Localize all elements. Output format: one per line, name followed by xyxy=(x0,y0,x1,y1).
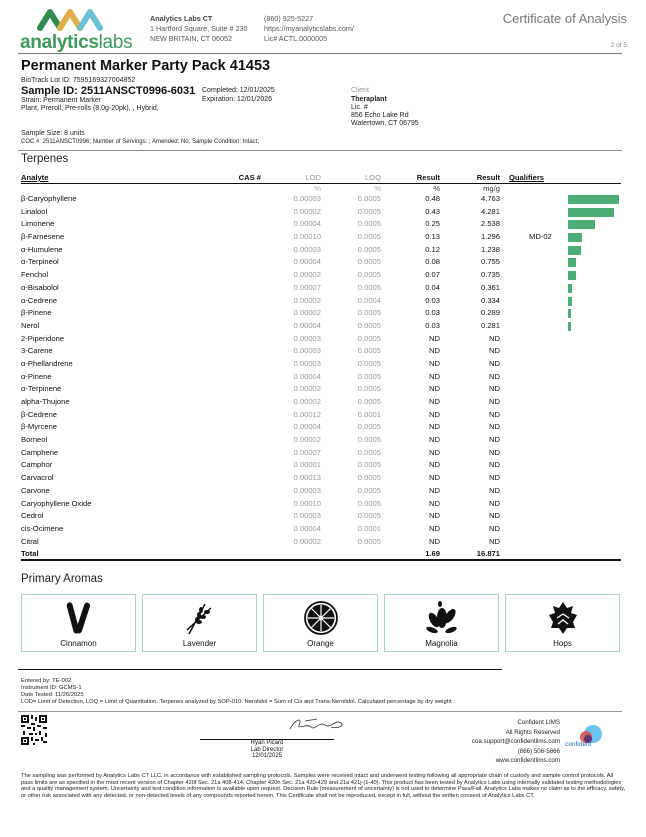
qr-code-icon[interactable] xyxy=(21,715,47,745)
client-name: Theraplant xyxy=(351,96,387,103)
terpenes-section-title: Terpenes xyxy=(21,153,69,165)
analyte-cell: Fenchol xyxy=(21,270,49,280)
signer-info xyxy=(200,740,334,760)
table-row xyxy=(21,472,621,485)
loq-cell: 0.0005 xyxy=(357,498,381,508)
loq-cell: 0.0005 xyxy=(357,536,381,546)
result-mg-cell: ND xyxy=(489,536,500,546)
result-mg-cell: ND xyxy=(489,409,500,419)
result-mg-cell: ND xyxy=(489,511,500,521)
footnotes xyxy=(21,678,452,706)
cinnamon-icon xyxy=(64,600,94,636)
confident-logo-wordmark: confident xyxy=(565,741,592,748)
table-row xyxy=(21,256,621,269)
client-label: Client xyxy=(351,87,369,94)
result-bar xyxy=(568,322,571,331)
result-pct-cell: 0.03 xyxy=(425,295,440,305)
analyte-cell: Carvone xyxy=(21,485,50,495)
aroma-label: Magnolia xyxy=(425,639,458,648)
col-qualifiers: Qualifiers xyxy=(509,173,545,182)
lod-cell: 0.00003 xyxy=(293,511,321,521)
lod-cell: 0.00004 xyxy=(293,219,321,229)
table-units-row xyxy=(21,183,621,193)
result-mg-cell: 0.281 xyxy=(480,320,500,330)
instrument-id: Instrument ID: GCMS-1 xyxy=(21,685,82,691)
result-pct-cell: ND xyxy=(429,485,440,495)
loq-cell: 0.0005 xyxy=(357,270,381,280)
analyte-cell: α-Bisabolol xyxy=(21,282,59,292)
table-row xyxy=(21,421,621,434)
result-mg-cell: 4.281 xyxy=(480,206,500,216)
loq-cell: 0.0005 xyxy=(357,485,381,495)
loq-cell: 0.0005 xyxy=(357,244,381,254)
completed-date: Completed: 12/01/2025 xyxy=(202,87,275,94)
strain: Strain: Permanent Marker xyxy=(21,97,102,104)
table-header-row xyxy=(21,173,621,183)
loq-cell: 0.0005 xyxy=(357,206,381,216)
lod-cell: 0.00004 xyxy=(293,523,321,533)
coc-info: COC #: 2511ANSCT0996; Number of Servings: ; Amended: No; Sample Condition: Intact; xyxy=(21,139,260,145)
result-mg-cell: ND xyxy=(489,435,500,445)
result-mg-cell: ND xyxy=(489,447,500,457)
lod-loq-legend: LOD= Limit of Detection, LOQ = Limit of Quantitation. Terpenes analyzed by SOP-010. Nerolidol = Sum of Cis and Trans-Nerolidol. Calculated percentage by dry weight xyxy=(21,699,452,705)
loq-cell: 0.0005 xyxy=(357,511,381,521)
result-mg-cell: 0.755 xyxy=(480,257,500,267)
aroma-label: Orange xyxy=(307,639,334,648)
lod-cell: 0.00004 xyxy=(293,320,321,330)
sample-size: Sample Size: 8 units xyxy=(21,130,85,137)
table-row xyxy=(21,434,621,447)
lims-name: Confident LIMS xyxy=(517,719,560,726)
loq-cell: 0.0005 xyxy=(357,333,381,343)
result-pct-cell: ND xyxy=(429,397,440,406)
result-pct-cell: ND xyxy=(429,358,440,368)
aroma-label: Lavender xyxy=(182,639,217,648)
loq-cell: 0.0005 xyxy=(357,371,381,381)
loq-cell: 0.0005 xyxy=(357,447,381,457)
analyte-cell: α-Terpinene xyxy=(21,384,62,394)
client-address-line1: 856 Echo Lake Rd xyxy=(351,112,409,119)
result-pct-cell: ND xyxy=(429,460,440,470)
col-lod: LOD xyxy=(305,173,321,182)
lod-cell: 0.00003 xyxy=(293,194,321,203)
lod-cell: 0.00003 xyxy=(293,244,321,254)
lod-cell: 0.00004 xyxy=(293,371,321,381)
unit-lod: % xyxy=(314,184,321,193)
table-row xyxy=(21,244,621,257)
expiration-date: Expiration: 12/01/2026 xyxy=(202,96,273,103)
result-pct-cell: 0.03 xyxy=(425,308,440,318)
lod-cell: 0.00002 xyxy=(293,308,321,318)
document-title: Certificate of Analysis xyxy=(502,11,627,26)
result-mg-cell: 2.538 xyxy=(480,219,500,229)
aroma-card-lavender xyxy=(142,594,257,652)
signature-date: 12/01/2025 xyxy=(251,753,283,759)
analyte-cell: β-Pinene xyxy=(21,308,52,318)
table-total-row xyxy=(21,548,621,561)
analyte-cell: Citral xyxy=(21,536,39,546)
table-row xyxy=(21,333,621,346)
lims-phone: (866) 506-5866 xyxy=(517,747,560,755)
lod-cell: 0.00007 xyxy=(293,447,321,457)
result-mg-cell: ND xyxy=(489,371,500,381)
aroma-label: Cinnamon xyxy=(60,639,97,648)
result-bar xyxy=(568,220,595,229)
result-pct-cell: ND xyxy=(429,371,440,381)
table-row xyxy=(21,295,621,308)
result-pct-cell: ND xyxy=(429,536,440,546)
entered-by: Entered by: TE-002 xyxy=(21,678,72,684)
result-bar xyxy=(568,258,576,267)
result-mg-cell: ND xyxy=(489,333,500,343)
qualifier-cell: MD-02 xyxy=(529,232,552,242)
loq-cell: 0.0005 xyxy=(357,219,381,229)
lod-cell: 0.00003 xyxy=(293,346,321,356)
lab-address-line1: 1 Hartford Square, Suite # 230 xyxy=(150,24,248,33)
result-mg-cell: 0.735 xyxy=(480,270,500,280)
terpenes-table xyxy=(21,173,621,561)
result-pct-cell: 0.12 xyxy=(425,244,440,254)
lab-url[interactable]: https://myanalyticslabs.com/ xyxy=(264,24,354,33)
col-cas: CAS # xyxy=(238,173,261,182)
client-address-line2: Watertown, CT 06795 xyxy=(351,120,419,127)
lab-contact xyxy=(264,14,354,44)
magnolia-icon xyxy=(424,600,460,636)
aromas-list xyxy=(21,594,621,652)
loq-cell: 0.0005 xyxy=(357,320,381,330)
result-mg-cell: ND xyxy=(489,358,500,368)
lims-email[interactable]: coa.support@confidentlims.com xyxy=(471,738,560,745)
lab-name: Analytics Labs CT xyxy=(150,14,213,23)
result-pct-cell: ND xyxy=(429,473,440,483)
result-pct-cell: 0.48 xyxy=(425,194,440,203)
table-row xyxy=(21,371,621,384)
analyte-cell: 3-Carene xyxy=(21,346,53,356)
loq-cell: 0.0005 xyxy=(357,194,381,203)
lod-cell: 0.00010 xyxy=(293,232,321,242)
result-pct-cell: 0.43 xyxy=(425,206,440,216)
table-row xyxy=(21,447,621,460)
analyte-cell: Camphor xyxy=(21,460,53,470)
result-mg-cell: ND xyxy=(489,498,500,508)
table-row xyxy=(21,485,621,498)
lod-cell: 0.00002 xyxy=(293,536,321,546)
table-row xyxy=(21,396,621,409)
result-pct-cell: ND xyxy=(429,346,440,356)
result-mg-cell: 0.334 xyxy=(480,295,500,305)
table-row xyxy=(21,523,621,536)
loq-cell: 0.0005 xyxy=(357,346,381,356)
result-pct-cell: 0.08 xyxy=(425,257,440,267)
unit-result-mg: mg/g xyxy=(483,184,500,193)
lod-cell: 0.00003 xyxy=(293,485,321,495)
result-mg-cell: ND xyxy=(489,422,500,432)
result-bar xyxy=(568,309,571,318)
aroma-card-hops xyxy=(505,594,620,652)
lod-cell: 0.00013 xyxy=(293,473,321,483)
table-row xyxy=(21,536,621,549)
result-mg-cell: ND xyxy=(489,485,500,495)
hops-icon xyxy=(547,600,579,636)
result-pct-cell: ND xyxy=(429,384,440,394)
analyte-cell: Carvacrol xyxy=(21,473,54,483)
analyte-cell: β-Farnesene xyxy=(21,232,65,242)
result-bar xyxy=(568,297,572,306)
analyte-cell: Limonene xyxy=(21,219,55,229)
lod-cell: 0.00002 xyxy=(293,295,321,305)
page-number: 2 of 5 xyxy=(610,42,627,49)
table-row xyxy=(21,307,621,320)
loq-cell: 0.0005 xyxy=(357,257,381,267)
analyte-cell: Linalool xyxy=(21,206,48,216)
table-row xyxy=(21,282,621,295)
result-pct-cell: ND xyxy=(429,498,440,508)
lod-cell: 0.00004 xyxy=(293,422,321,432)
analyte-cell: alpha-Thujone xyxy=(21,397,70,406)
analyte-cell: Caryophyllene Oxide xyxy=(21,498,92,508)
table-row xyxy=(21,320,621,333)
table-row xyxy=(21,218,621,231)
result-pct-cell: ND xyxy=(429,409,440,419)
orange-icon xyxy=(303,600,339,636)
col-loq: LOQ xyxy=(364,173,381,182)
lod-cell: 0.00002 xyxy=(293,397,321,406)
signer-name: Ryan Picard xyxy=(250,740,284,746)
footer-divider xyxy=(18,711,622,712)
loq-cell: 0.0005 xyxy=(357,232,381,242)
signer-title: Lab Director xyxy=(250,746,284,753)
lot-id: BioTrack Lot ID: 7595169327004852 xyxy=(21,77,136,84)
result-mg-cell: ND xyxy=(489,397,500,406)
lab-phone: (860) 925-5227 xyxy=(264,14,314,23)
lod-cell: 0.00003 xyxy=(293,333,321,343)
disclaimer: The sampling was performed by Analytics Labs CT LLC, in accordance with established sampling protocols. Samples were received intact and underwent testing following all appropriate chain of custody and sample control protocols. All pass limits are as specified in the most recent version of Chapter 420f Sec. 21a 408-414, Chapter 420h Sec. 21a 420-429 and 21a 421j-(1-40). This product has been tested by Analytics Labs using internally validated testing methodologies and a quality management system. Uncertainty and test condition information is available upon request. Decision Rule (measurement of uncertainty) is not used to determine Pass/Fail. Analytics Labs makes no claim as to the efficacy, safety, or other risk associated with any detected, or non-detected levels of any compounds reported herein. This Certificate shall not be reproduced, except in full, without the written consent of Analytics Labs CT. xyxy=(21,773,626,799)
result-mg-cell: ND xyxy=(489,523,500,533)
loq-cell: 0.0005 xyxy=(357,358,381,368)
result-mg-cell: 1.296 xyxy=(480,232,500,242)
loq-cell: 0.0005 xyxy=(357,460,381,470)
lod-cell: 0.00002 xyxy=(293,206,321,216)
result-pct-cell: ND xyxy=(429,511,440,521)
aromas-divider xyxy=(18,669,502,670)
lod-cell: 0.00003 xyxy=(293,358,321,368)
result-bar xyxy=(568,284,572,293)
unit-result-pct: % xyxy=(433,184,440,193)
analyte-cell: Borneol xyxy=(21,435,48,445)
analyte-cell: α-Terpineol xyxy=(21,257,59,267)
product-category: Plant, Preroll, Pre-rolls (8.0g-20pk), , Hybrid, xyxy=(21,105,159,112)
result-mg-cell: 0.361 xyxy=(480,282,500,292)
result-bar xyxy=(568,208,614,217)
product-title: Permanent Marker Party Pack 41453 xyxy=(21,58,271,74)
lims-url[interactable]: www.confidentlims.com xyxy=(495,757,560,764)
col-result-mg: Result xyxy=(476,173,500,182)
result-mg-cell: ND xyxy=(489,346,500,356)
loq-cell: 0.0004 xyxy=(357,295,381,305)
primary-aromas-title: Primary Aromas xyxy=(21,573,103,585)
table-row xyxy=(21,383,621,396)
result-pct-cell: 0.13 xyxy=(425,232,440,242)
table-row xyxy=(21,206,621,219)
sample-id: Sample ID: 2511ANSCT0996-6031 xyxy=(21,85,196,97)
logo-wordmark: analyticslabs xyxy=(20,32,133,53)
result-pct-cell: ND xyxy=(429,435,440,445)
lab-address-line2: NEW BRITAIN, CT 06052 xyxy=(150,34,233,43)
logo-zigzag-icon xyxy=(36,6,126,32)
analyte-cell: Camphene xyxy=(21,447,59,457)
result-mg-cell: 4.763 xyxy=(480,194,500,203)
total-result-mg: 16.871 xyxy=(476,549,500,559)
loq-cell: 0.0005 xyxy=(357,397,381,406)
total-result-pct: 1.69 xyxy=(425,549,440,559)
loq-cell: 0.0001 xyxy=(357,409,381,419)
loq-cell: 0.0005 xyxy=(357,473,381,483)
terpenes-divider xyxy=(18,150,622,151)
analyte-cell: β-Myrcene xyxy=(21,422,58,432)
result-pct-cell: ND xyxy=(429,422,440,432)
table-row xyxy=(21,510,621,523)
analytics-labs-logo xyxy=(18,6,138,54)
analyte-cell: β-Cedrene xyxy=(21,409,58,419)
analyte-cell: Cedrol xyxy=(21,511,44,521)
result-pct-cell: 0.07 xyxy=(425,270,440,280)
table-row xyxy=(21,459,621,472)
table-row xyxy=(21,193,621,206)
lims-rights: All Rights Reserved xyxy=(505,728,560,736)
analyte-cell: α-Humulene xyxy=(21,244,63,254)
table-row xyxy=(21,498,621,511)
aroma-label: Hops xyxy=(553,639,572,648)
total-label: Total xyxy=(21,549,39,559)
result-pct-cell: 0.03 xyxy=(425,320,440,330)
result-bar xyxy=(568,195,619,204)
result-bar xyxy=(568,271,576,280)
lod-cell: 0.00007 xyxy=(293,282,321,292)
result-pct-cell: ND xyxy=(429,447,440,457)
signature-image xyxy=(285,715,355,735)
analyte-cell: α-Cedrene xyxy=(21,295,58,305)
analyte-cell: 2-Piperidone xyxy=(21,333,65,343)
result-mg-cell: 1.238 xyxy=(480,244,500,254)
lod-cell: 0.00012 xyxy=(293,409,321,419)
analyte-cell: β-Caryophyllene xyxy=(21,194,77,203)
aroma-card-magnolia xyxy=(384,594,499,652)
loq-cell: 0.0005 xyxy=(357,282,381,292)
result-pct-cell: ND xyxy=(429,333,440,343)
analyte-cell: Nerol xyxy=(21,320,40,330)
lab-address xyxy=(150,14,248,44)
header-divider xyxy=(18,53,622,54)
lod-cell: 0.00004 xyxy=(293,257,321,267)
date-tested: Date Tested: 11/26/2025 xyxy=(21,692,84,698)
loq-cell: 0.0005 xyxy=(357,384,381,394)
table-row xyxy=(21,269,621,282)
unit-loq: % xyxy=(374,184,381,193)
analyte-cell: cis-Ocimene xyxy=(21,523,64,533)
lavender-icon xyxy=(183,600,217,636)
analyte-cell: α-Pinene xyxy=(21,371,52,381)
lod-cell: 0.00002 xyxy=(293,270,321,280)
loq-cell: 0.0005 xyxy=(357,308,381,318)
lod-cell: 0.00001 xyxy=(293,460,321,470)
result-pct-cell: 0.04 xyxy=(425,282,440,292)
loq-cell: 0.0005 xyxy=(357,422,381,432)
aroma-card-cinnamon xyxy=(21,594,136,652)
result-pct-cell: 0.25 xyxy=(425,219,440,229)
lab-license: Lic# ACTL.0000005 xyxy=(264,34,328,43)
result-bar xyxy=(568,233,582,242)
analyte-cell: α-Phellandrene xyxy=(21,358,73,368)
result-bar xyxy=(568,246,581,255)
result-mg-cell: ND xyxy=(489,384,500,394)
result-mg-cell: 0.289 xyxy=(480,308,500,318)
table-row xyxy=(21,345,621,358)
lod-cell: 0.00002 xyxy=(293,435,321,445)
lims-info xyxy=(472,718,560,766)
result-mg-cell: ND xyxy=(489,473,500,483)
table-row xyxy=(21,409,621,422)
loq-cell: 0.0001 xyxy=(357,523,381,533)
loq-cell: 0.0005 xyxy=(357,435,381,445)
lod-cell: 0.00010 xyxy=(293,498,321,508)
table-row xyxy=(21,358,621,371)
table-row xyxy=(21,231,621,244)
client-license: Lic. # xyxy=(351,104,368,111)
table-body xyxy=(21,193,621,548)
aroma-card-orange xyxy=(263,594,378,652)
col-result-pct: Result xyxy=(416,173,440,182)
result-pct-cell: ND xyxy=(429,523,440,533)
lod-cell: 0.00002 xyxy=(293,384,321,394)
col-analyte: Analyte xyxy=(21,173,49,182)
result-mg-cell: ND xyxy=(489,460,500,470)
